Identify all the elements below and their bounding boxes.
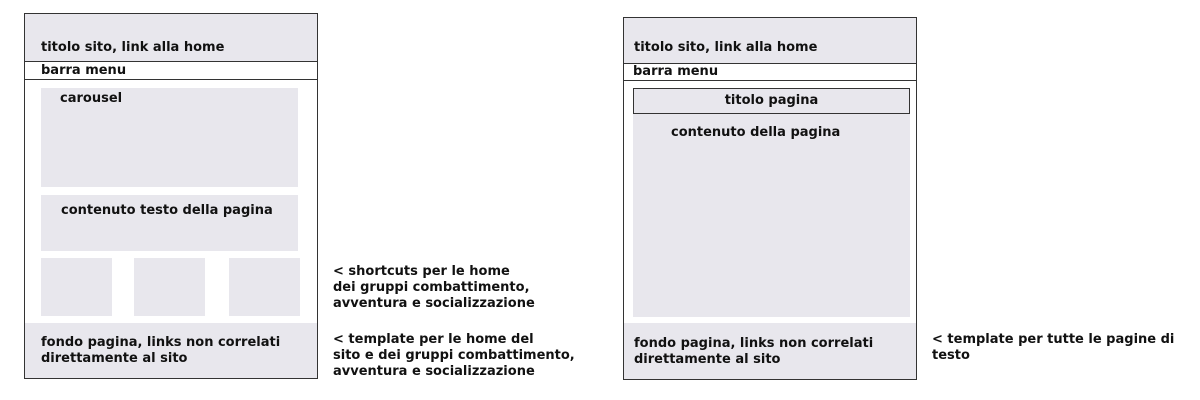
shortcuts-note: < shortcuts per le home dei gruppi combattimento, avventura e socializzazione: [333, 264, 535, 311]
page-title-label: titolo pagina: [724, 93, 819, 108]
page-title-box: [633, 88, 910, 114]
text-header-label: titolo sito, link alla home: [634, 40, 818, 55]
home-shortcut-1: [41, 258, 112, 316]
text-footer-label: fondo pagina, links non correlati direttamente al sito: [634, 336, 874, 367]
home-carousel-block: [41, 88, 298, 187]
home-menu-label: barra menu: [41, 63, 127, 78]
home-shortcut-3: [229, 258, 300, 316]
home-header-label: titolo sito, link alla home: [41, 40, 225, 55]
home-template-note: < template per le home del sito e dei gruppi combattimento, avventura e socializzazione: [333, 332, 575, 379]
home-carousel-label: carousel: [60, 91, 123, 106]
text-template-wireframe: [623, 17, 917, 380]
home-content-block: [41, 195, 298, 251]
text-menu-bar: [624, 64, 916, 81]
text-footer-block: [624, 323, 916, 379]
text-menu-label: barra menu: [633, 64, 719, 79]
text-header-block: [624, 18, 916, 64]
text-template-note: < template per tutte le pagine di testo: [932, 332, 1175, 363]
home-content-label: contenuto testo della pagina: [61, 203, 273, 218]
home-shortcut-2: [134, 258, 205, 316]
text-content-block: [633, 88, 910, 317]
home-header-block: [25, 14, 317, 62]
home-template-wireframe: [24, 13, 318, 379]
text-content-label: contenuto della pagina: [671, 125, 841, 140]
home-footer-label: fondo pagina, links non correlati direttamente al sito: [41, 335, 281, 366]
home-footer-block: [25, 323, 317, 378]
home-menu-bar: [25, 62, 317, 80]
